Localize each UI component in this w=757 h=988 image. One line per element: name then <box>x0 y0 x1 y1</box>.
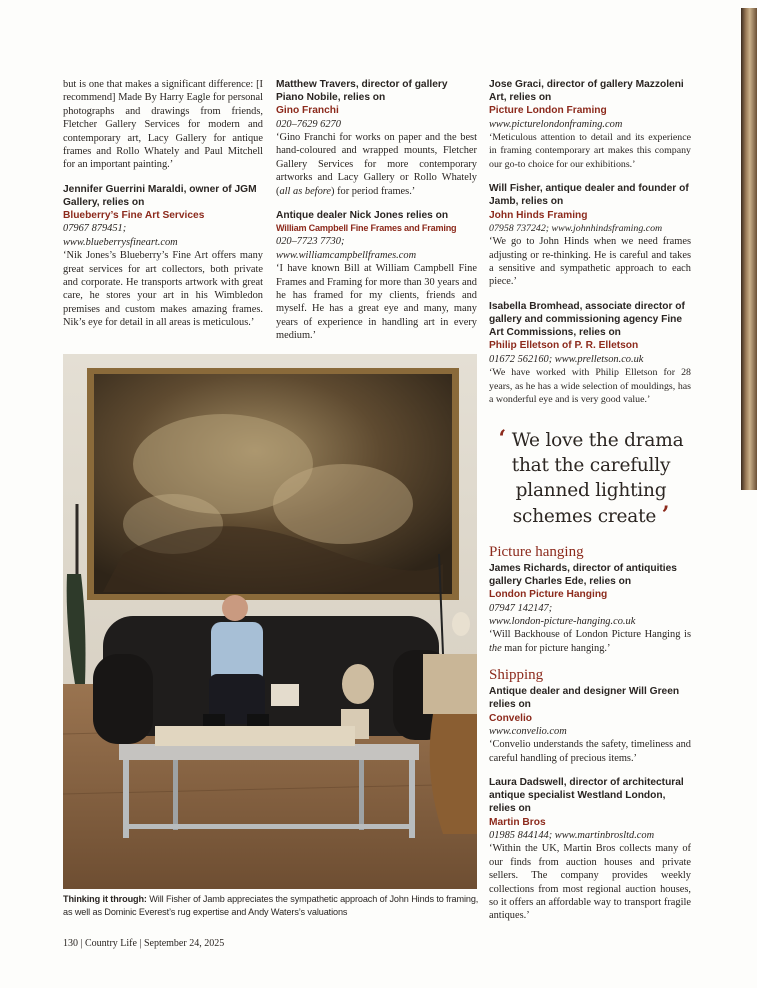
pull-quote <box>496 427 686 529</box>
entry-person: Antique dealer Nick Jones relies on <box>276 210 449 222</box>
entry-phone: 07947 142147; <box>489 602 553 614</box>
close-quote-mark: ’ <box>661 502 670 528</box>
entry-firm: John Hinds Framing <box>489 209 588 221</box>
entry-phone: 020–7723 7730; <box>276 236 345 248</box>
photo-illustration <box>63 354 477 889</box>
entry-westland <box>489 776 691 923</box>
column-2 <box>276 78 477 354</box>
entry-web: www.blueberrysfineart.com <box>63 236 178 248</box>
entry-phone: 020–7629 6270 <box>276 118 341 130</box>
column-3 <box>489 78 691 417</box>
section-heading-picture-hanging: Picture hanging <box>489 544 584 560</box>
entry-jamb <box>489 182 691 289</box>
entry-firm: Blueberry’s Fine Art Services <box>63 210 205 222</box>
entry-firm: Gino Franchi <box>276 105 339 117</box>
entry-firm: Convelio <box>489 712 533 724</box>
page-footer: 130 | Country Life | September 24, 2025 <box>63 938 225 949</box>
entry-quote: ‘We go to John Hinds when we need frames adjusting or re-thinking. He is careful and takes a sensitive and sympathetic approach to each piece.’ <box>489 236 691 288</box>
entry-firm: London Picture Hanging <box>489 589 608 601</box>
entry-web: www.london-picture-hanging.co.uk <box>489 616 636 628</box>
entry-person: Jose Graci, director of gallery Mazzoleni Art, relies on <box>489 79 684 104</box>
entry-web: www.williamcampbellframes.com <box>276 249 417 261</box>
entry-person: James Richards, director of antiquities gallery Charles Ede, relies on <box>489 563 677 588</box>
photo-caption <box>63 893 479 918</box>
entry-quote: ‘Meticulous attention to detail and its experience in framing contemporary art makes this company our go-to choice for our exhibitions.’ <box>489 132 691 170</box>
entry-person: Will Fisher, antique dealer and founder of Jamb, relies on <box>489 183 689 208</box>
photograph <box>63 354 477 889</box>
entry-piano-nobile <box>276 78 477 198</box>
entry-fine-art-commissions <box>489 300 691 406</box>
entry-firm: William Campbell Fine Frames and Framing <box>276 223 457 234</box>
entry-convelio <box>489 685 691 765</box>
entry-quote: ‘Nik Jones’s Blueberry’s Fine Art offers many great services for art collectors, both private and corporate. He transports artwork with great care, he stores your art in his Wimbledon premises and custom makes amazing frames. Nik’s eye for detail in all areas is meticulous.’ <box>63 250 263 329</box>
column-3-lower <box>489 541 691 934</box>
section-heading-shipping: Shipping <box>489 667 544 684</box>
entry-person: Laura Dadswell, director of architectural antique specialist Westland London, relies on <box>489 777 684 815</box>
entry-person: Antique dealer and designer Will Green relies on <box>489 686 680 711</box>
entry-quote: ‘I have known Bill at William Campbell Fine Frames and Framing for more than 30 years and he has framed for my clients, friends and myself. He has a great eye and many, many years of experience in handling art in every medium.’ <box>276 263 477 342</box>
pull-quote-text: We love the drama that the carefully planned lighting schemes create <box>511 430 684 527</box>
entry-nick-jones <box>276 209 477 343</box>
entry-firm: Martin Bros <box>489 816 546 828</box>
entry-jgm <box>63 183 263 330</box>
entry-quote: ‘Convelio understands the safety, timeliness and careful handling of precious items.’ <box>489 739 691 764</box>
caption-text: Will Fisher of Jamb appreciates the sympathetic approach of John Hinds to framing, as well as Dominic Everest’s rug expertise and Andy Waters’s valuations <box>63 894 479 917</box>
entry-person: Matthew Travers, director of gallery Piano Nobile, relies on <box>276 79 448 104</box>
entry-contact: 01672 562160; www.prelletson.co.uk <box>489 353 644 365</box>
entry-contact: 07958 737242; www.johnhindsframing.com <box>489 222 663 234</box>
entry-quote: ‘We have worked with Philip Elletson for 28 years, as he has a wide selection of mouldings, has a wonderful eye and is very good value.’ <box>489 367 691 405</box>
entry-quote: ‘Within the UK, Martin Bros collects many of our finds from auction houses and private sellers. The company provides weekly collections from most regional auction houses, so it offers an affordable way to transport fragile antiques.’ <box>489 843 691 922</box>
entry-web: www.picturelondonframing.com <box>489 118 623 130</box>
entry-person: Jennifer Guerrini Maraldi, owner of JGM Gallery, relies on <box>63 183 257 209</box>
entry-mazzoleni <box>489 78 691 171</box>
entry-charles-ede <box>489 562 691 655</box>
column-1 <box>63 78 263 341</box>
entry-quote: ‘Will Backhouse of London Picture Hanging is the man for picture hanging.’ <box>489 629 691 654</box>
entry-contact: 01985 844144; www.martinbrosltd.com <box>489 829 655 841</box>
open-quote-mark: ‘ <box>498 426 507 452</box>
entry-web: www.convelio.com <box>489 725 567 737</box>
intro-paragraph: but is one that makes a significant difference: [I recommend] Made By Harry Eagle for personal photographs and drawings from friends, Fletcher Gallery Services for modern and contemporary art, Lacy Gallery for antique frames and Rollo Whately and Paul Mitchell for an important painting.’ <box>63 79 263 171</box>
entry-firm: Philip Elletson of P. R. Elletson <box>489 340 639 352</box>
next-page-edge <box>741 8 757 490</box>
entry-quote: ‘Gino Franchi for works on paper and the best hand-coloured and wrapped mounts, Fletcher Gallery Services for more contemporary artworks and Lacy Gallery or Rollo Whately (all as before) for period frames.’ <box>276 132 477 197</box>
caption-lead: Thinking it through: <box>63 894 147 904</box>
entry-firm: Picture London Framing <box>489 105 607 117</box>
entry-phone: 07967 879451; <box>63 223 127 235</box>
entry-person: Isabella Bromhead, associate director of gallery and commissioning agency Fine Art Commissions, relies on <box>489 300 685 339</box>
